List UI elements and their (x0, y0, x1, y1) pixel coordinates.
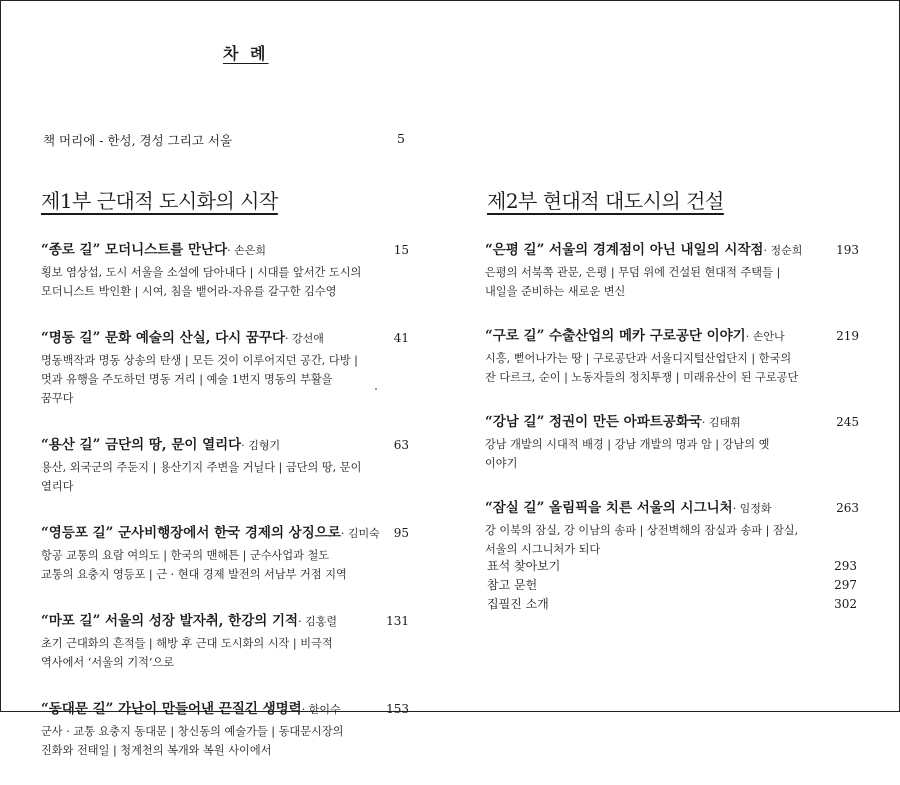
entry-description: 은평의 서북쪽 관문, 은평 | 무덤 위에 건설된 현대적 주택들 | 내일을 준비하는 새로운 변신 (485, 266, 781, 298)
entry-title: “마포 길” 서울의 성장 발자취, 한강의 기적 (41, 613, 299, 629)
back-matter-page: 302 (834, 597, 857, 611)
entry-description: 초기 근대화의 흔적들 | 해방 후 근대 도시화의 시작 | 비극적 역사에서 ‘서울의 기적’으로 (41, 637, 333, 669)
entry-description: 명동백작과 명동 상송의 탄생 | 모든 것이 이루어지던 공간, 다방 | 멋과 유행을 주도하던 명동 거리 | 예술 1번지 명동의 부활을 꿈꾸다 (41, 354, 358, 405)
back-matter (487, 557, 857, 614)
entry-page: 131 (386, 614, 409, 628)
back-matter-label: 참고 문헌 (487, 578, 538, 592)
back-matter-row[interactable] (487, 557, 857, 576)
entry-page: 41 (393, 331, 409, 345)
part1-title: 제1부 근대적 도시화의 시작 (41, 189, 278, 213)
entry-description: 강 이북의 잠실, 강 이남의 송파 | 상전벽해의 잠실과 송파 | 잠실, 서울의 시그니처가 되다 (485, 524, 799, 556)
preface-page: 5 (397, 131, 405, 146)
back-matter-row[interactable] (487, 576, 857, 595)
entry-page: 219 (836, 329, 859, 343)
back-matter-label: 집필진 소개 (487, 597, 549, 611)
back-matter-row[interactable] (487, 595, 857, 614)
entry-description: 군사 · 교통 요충지 동대문 | 창신동의 예술가들 | 동대문시장의 진화와 전태일 | 청계천의 복개와 복원 사이에서 (41, 725, 344, 757)
entry-page: 193 (836, 243, 859, 257)
entry-page: 263 (836, 501, 859, 515)
entry-title: “영등포 길” 군사비행장에서 한국 경제의 상징으로 (41, 525, 341, 541)
entry-author: · 손은희 (227, 244, 266, 257)
entry-title: “잠실 길” 올림픽을 치른 서울의 시그니처 (485, 500, 733, 516)
entry-author: · 김형기 (241, 439, 281, 452)
back-matter-page: 297 (834, 578, 857, 592)
preface-title: 책 머리에 - 한성, 경성 그리고 서울 (43, 133, 233, 148)
toc-entry[interactable] (41, 326, 409, 408)
entry-description: 강남 개발의 시대적 배경 | 강남 개발의 명과 암 | 강남의 옛 이야기 (485, 438, 770, 470)
entry-page: 63 (393, 438, 409, 452)
scan-speck (375, 388, 377, 390)
preface-entry[interactable] (43, 131, 405, 149)
entry-title: “구로 길” 수출산업의 메카 구로공단 이야기 (485, 328, 746, 344)
toc-entry[interactable] (485, 238, 859, 301)
entry-author: · 한이수 (301, 703, 341, 716)
toc-entry[interactable] (485, 324, 859, 387)
toc-title: 차 례 (223, 44, 269, 63)
entry-author: · 임정화 (732, 502, 772, 515)
toc-entry[interactable] (41, 609, 409, 672)
entry-page: 15 (393, 243, 409, 257)
part2-title: 제2부 현대적 대도시의 건설 (487, 189, 724, 213)
entry-author: · 강선애 (285, 332, 324, 345)
entry-title: “명동 길” 문화 예술의 산실, 다시 꿈꾸다 (41, 330, 286, 346)
back-matter-label: 표석 찾아보기 (487, 559, 561, 573)
entry-description: 용산, 외국군의 주둔지 | 용산기지 주변을 거닐다 | 금단의 땅, 문이 열리다 (41, 461, 362, 493)
entry-title: “강남 길” 정권이 만든 아파트공화국 (485, 414, 702, 430)
toc-entry[interactable] (485, 496, 859, 559)
back-matter-page: 293 (834, 559, 857, 573)
entry-description: 항공 교통의 요람 여의도 | 한국의 맨해튼 | 군수사업과 철도 교통의 요충지 영등포 | 근 · 현대 경제 발전의 서남부 거점 지역 (41, 549, 347, 581)
part2-entries (485, 238, 859, 582)
toc-entry[interactable] (41, 521, 409, 584)
toc-entry[interactable] (41, 433, 409, 496)
entry-title: “종로 길” 모더니스트를 만난다 (41, 242, 228, 258)
entry-description: 시흥, 뻗어나가는 땅 | 구로공단과 서울디지털산업단지 | 한국의 잔 다르크, 순이 | 노동자들의 정치투쟁 | 미래유산이 된 구로공단 (485, 352, 799, 384)
entry-author: · 김태휘 (701, 416, 741, 429)
entry-description: 횡보 염상섭, 도시 서울을 소설에 담아내다 | 시대를 앞서간 도시의 모더니스트 박인환 | 시여, 침을 뱉어라-자유를 갈구한 김수영 (41, 266, 362, 298)
toc-entry[interactable] (41, 238, 409, 301)
entry-title: “은평 길” 서울의 경계점이 아닌 내일의 시작점 (485, 242, 764, 258)
part1-entries (41, 238, 409, 785)
entry-title: “용산 길” 금단의 땅, 문이 열리다 (41, 437, 242, 453)
entry-title: “동대문 길” 가난이 만들어낸 끈질긴 생명력 (41, 701, 302, 717)
toc-entry[interactable] (485, 410, 859, 473)
entry-author: · 손안나 (745, 330, 785, 343)
toc-entry[interactable] (41, 697, 409, 760)
entry-author: · 정순희 (763, 244, 803, 257)
entry-page: 95 (393, 526, 409, 540)
entry-page: 153 (386, 702, 409, 716)
entry-page: 245 (836, 415, 859, 429)
entry-author: · 김홍렬 (298, 615, 337, 628)
entry-author: · 김미숙 (340, 527, 380, 540)
